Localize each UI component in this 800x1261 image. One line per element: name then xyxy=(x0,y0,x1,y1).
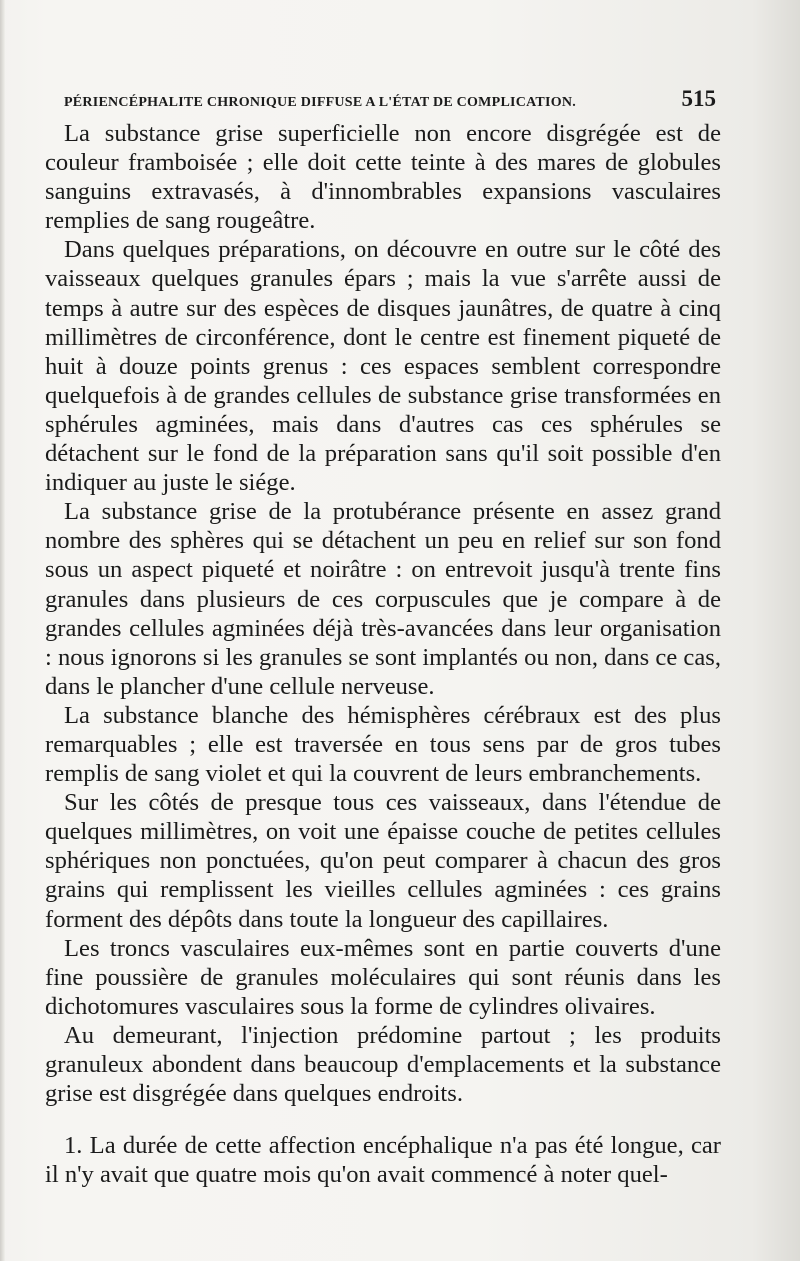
page-edge-shadow xyxy=(0,0,5,1261)
footnote: 1. La durée de cette affection encéphalique n'a pas été longue, car il n'y avait que quatre mois qu'on avait commencé à noter quel- xyxy=(45,1132,721,1189)
running-head-title: PÉRIENCÉPHALITE CHRONIQUE DIFFUSE A L'ÉTAT DE COMPLICATION. xyxy=(64,95,576,110)
paragraph: La substance blanche des hémisphères cérébraux est des plus remarquables ; elle est traversée en tous sens par de gros tubes remplis de sang violet et qui la couvrent de leurs embranchements. xyxy=(45,701,721,788)
page-number: 515 xyxy=(681,86,716,111)
running-head xyxy=(64,86,716,112)
paragraph: La substance grise superficielle non encore disgrégée est de couleur framboisée ; elle doit cette teinte à des mares de globules sanguins extravasés, à d'innombrables expansions vasculaires remplies de sang rougeâtre. xyxy=(45,120,721,235)
page-body xyxy=(45,119,721,1189)
paragraph: La substance grise de la protubérance présente en assez grand nombre des sphères qui se détachent un peu en relief sur son fond sous un aspect piqueté et noirâtre : on entrevoit jusqu'à trente fins granules dans plusieurs de ces corpuscules que je compare à de grandes cellules agminées déjà très-avancées dans leur organisation : nous ignorons si les granules se sont implantés ou non, dans ce cas, dans le plancher d'une cellule nerveuse. xyxy=(45,498,721,700)
paragraph: Les troncs vasculaires eux-mêmes sont en partie couverts d'une fine poussière de granules moléculaires qui sont réunis dans les dichotomures vasculaires sous la forme de cylindres olivaires. xyxy=(45,934,721,1020)
paragraph: Dans quelques préparations, on découvre en outre sur le côté des vaisseaux quelques granules épars ; mais la vue s'arrête aussi de temps à autre sur des espèces de disques jaunâtres, de quatre à cinq millimètres de circonférence, dont le centre est finement piqueté de huit à douze points grenus : ces espaces semblent correspondre quelquefois à de grandes cellules de substance grise transformées en sphérules agminées, mais dans d'autres cas ces sphérules se détachent sur le fond de la préparation sans qu'il soit possible d'en indiquer au juste le siége. xyxy=(45,236,721,497)
paragraph: Sur les côtés de presque tous ces vaisseaux, dans l'étendue de quelques millimètres, on voit une épaisse couche de petites cellules sphériques non ponctuées, qu'on peut comparer à chacun des gros grains qui remplissent les vieilles cellules agminées : ces grains forment des dépôts dans toute la longueur des capillaires. xyxy=(45,789,721,933)
paragraph: Au demeurant, l'injection prédomine partout ; les produits granuleux abondent dans beaucoup d'emplacements et la substance grise est disgrégée dans quelques endroits. xyxy=(45,1021,721,1108)
